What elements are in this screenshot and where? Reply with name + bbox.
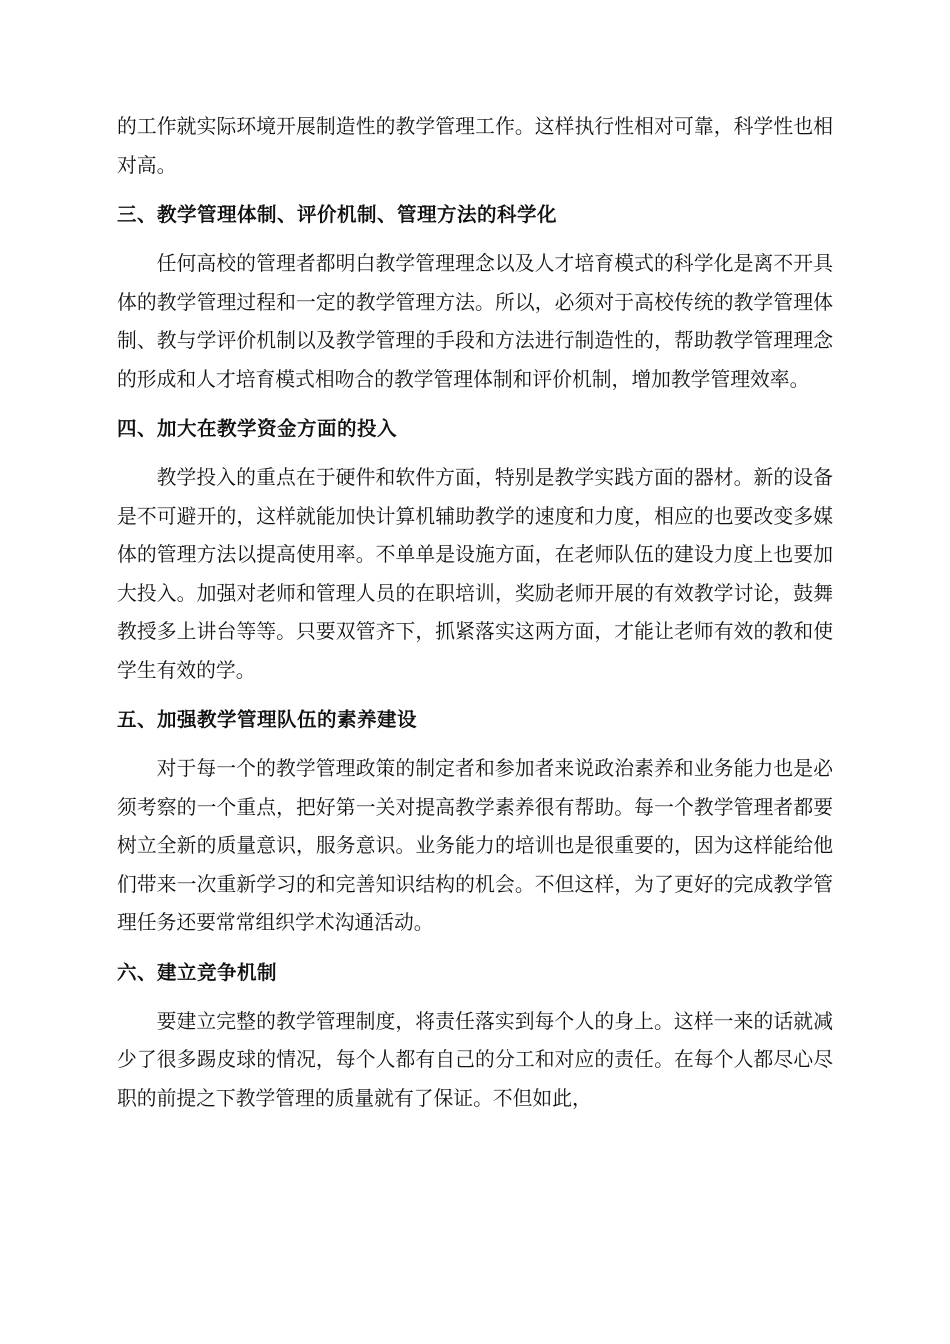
- section-body: 对于每一个的教学管理政策的制定者和参加者来说政治素养和业务能力也是必须考察的一个重点，把好第一关对提高教学素养很有帮助。每一个教学管理者都要树立全新的质量意识，服务意识。业务能力的培训也是很重要的，因为这样能给他们带来一次重新学习的和完善知识结构的机会。不但这样，为了更好的完成教学管理任务还要常常组织学术沟通活动。: [117, 757, 833, 934]
- section-6: [117, 958, 833, 1119]
- section-heading: 五、加强教学管理队伍的素养建设: [117, 708, 418, 731]
- section-heading: 三、教学管理体制、评价机制、管理方法的科学化: [117, 203, 558, 226]
- intro-paragraph: 的工作就实际环境开展制造性的教学管理工作。这样执行性相对可靠，科学性也相对高。: [117, 115, 833, 177]
- section-body: 教学投入的重点在于硬件和软件方面，特别是教学实践方面的器材。新的设备是不可避开的，这样就能加快计算机辅助教学的速度和力度，相应的也要改变多媒体的管理方法以提高使用率。不单单是设施方面，在老师队伍的建设力度上也要加大投入。加强对老师和管理人员的在职培训，奖励老师开展的有效教学讨论，鼓舞教授多上讲台等等。只要双管齐下，抓紧落实这两方面，才能让老师有效的教和使学生有效的学。: [117, 466, 833, 682]
- document-page: [117, 108, 833, 1118]
- section-heading: 四、加大在教学资金方面的投入: [117, 417, 398, 440]
- section-4: [117, 414, 833, 690]
- section-heading: 六、建立竞争机制: [117, 960, 278, 984]
- section-body: 任何高校的管理者都明白教学管理理念以及人才培育模式的科学化是离不开具体的教学管理过程和一定的教学管理方法。所以，必须对于高校传统的教学管理体制、教与学评价机制以及教学管理的手段和方法进行制造性的，帮助教学管理理念的形成和人才培育模式相吻合的教学管理体制和评价机制，增加教学管理效率。: [117, 252, 833, 391]
- section-3: [117, 200, 833, 399]
- section-5: [117, 705, 833, 943]
- section-body: 要建立完整的教学管理制度，将责任落实到每个人的身上。这样一来的话就减少了很多踢皮球的情况，每个人都有自己的分工和对应的责任。在每个人都尽心尽职的前提之下教学管理的质量就有了保证。不但如此，: [117, 1009, 833, 1110]
